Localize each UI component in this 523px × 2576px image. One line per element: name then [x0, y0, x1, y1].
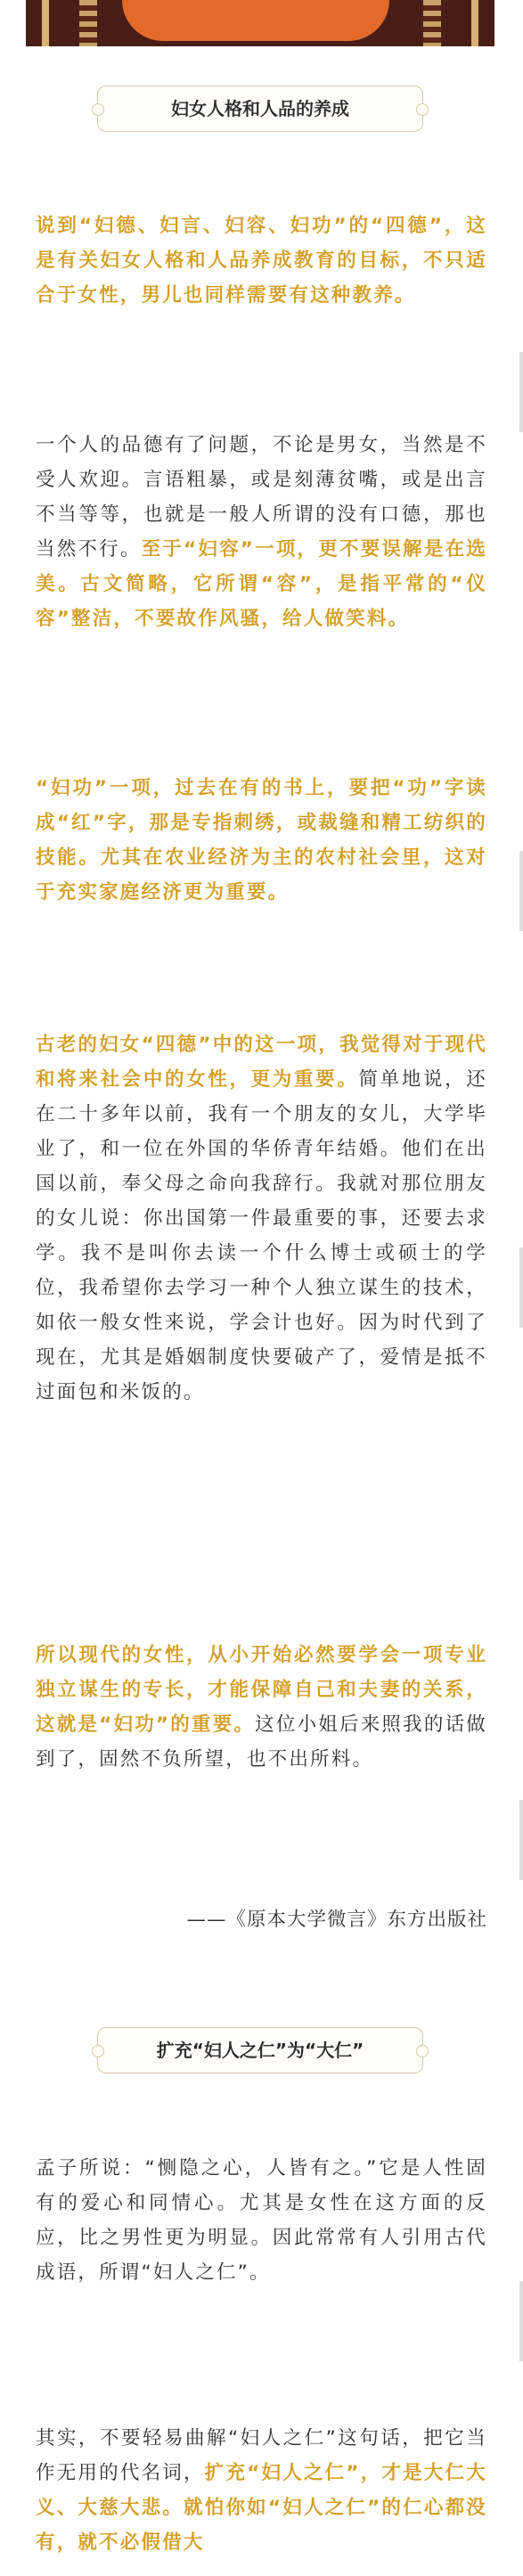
- highlight-text: 至于“妇容”一项，更不要误解是在选美。古文简略，它所谓“容”，是指平常的“仪容”整洁，不要故作风骚，给人做笑料。: [36, 538, 487, 630]
- paragraph: [36, 428, 487, 636]
- orange-robe-shape: [122, 0, 389, 41]
- highlight-text: 古老的妇女“四德”中的这一项，我觉得对于现代和将来社会中的女性，更为重要。: [36, 1034, 487, 1091]
- heading-ornament-left: [92, 2045, 104, 2057]
- paragraph: [36, 2421, 487, 2560]
- ornament-stripe-left: [79, 0, 97, 46]
- paragraph: [36, 771, 487, 910]
- heading-ornament-right: [416, 103, 429, 116]
- section-heading-1: [97, 86, 423, 132]
- scroll-indicator: [519, 1800, 523, 1880]
- header-illustration: [26, 0, 494, 46]
- section-heading-2-text: 扩充“妇人之仁”为“大仁”: [156, 2040, 364, 2061]
- highlight-text: 所以现代的女性，从小开始必然要学会一项专业独立谋生的专长，才能保障自己和夫妻的关系，这就是“妇功”的重要。: [36, 1644, 487, 1736]
- paragraph: [36, 1638, 487, 1777]
- paragraph: [36, 1027, 487, 1410]
- ornament-stripe-right: [423, 0, 441, 46]
- paragraph: [36, 2151, 487, 2290]
- body-text: 简单地说，还在二十多年以前，我有一个朋友的女儿，大学毕业了，和一位在外国的华侨青年结婚。他们在出国以前，奉父母之命向我辞行。我就对那位朋友的女儿说：你出国第一件最重要的事，还要去求学。我不是叫你去读一个什么博士或硕士的学位，我希望你去学习一种个人独立谋生的技术，如依一般女性来说，学会计也好。因为时代到了现在，尤其是婚姻制度快要破产了，爱情是抵不过面包和米饭的。: [36, 1068, 487, 1403]
- scroll-indicator: [519, 851, 523, 931]
- scroll-indicator: [519, 1247, 523, 1328]
- source-citation: ——《原本大学微言》东方出版社: [186, 1909, 487, 1931]
- body-text: 这位小姐后来照我的话做到了，固然不负所望，也不出所料。: [36, 1713, 487, 1770]
- gold-pillar-right: [471, 0, 478, 46]
- gold-pillar-left: [42, 0, 49, 46]
- body-text: 其实，不要轻易曲解“妇人之仁”这句话，把它当作无用的代名词，: [36, 2427, 487, 2484]
- paragraph: [36, 209, 487, 313]
- heading-ornament-left: [92, 103, 104, 116]
- highlight-text: 说到“妇德、妇言、妇容、妇功”的“四德”，这是有关妇女人格和人品养成教育的目标，不只适合于女性，男儿也同样需要有这种教养。: [36, 215, 487, 307]
- scroll-indicator: [519, 2281, 523, 2361]
- section-heading-1-text: 妇女人格和人品的养成: [171, 98, 349, 119]
- scroll-indicator: [519, 352, 523, 432]
- highlight-text: “妇功”一项，过去在有的书上，要把“功”字读成“红”字，那是专指刺绣，或裁缝和精工纺织的技能。尤其在农业经济为主的农村社会里，这对于充实家庭经济更为重要。: [36, 777, 487, 904]
- body-text: 一个人的品德有了问题，不论是男女，当然是不受人欢迎。言语粗暴，或是刻薄贫嘴，或是出言不当等等，也就是一般人所谓的没有口德，那也当然不行。: [36, 434, 487, 560]
- highlight-text: 扩充“妇人之仁”，才是大仁大义、大慈大悲。就怕你如“妇人之仁”的仁心都没有，就不必假借大: [36, 2462, 487, 2554]
- body-text: 孟子所说：“恻隐之心，人皆有之。”它是人性固有的爱心和同情心。尤其是女性在这方面的反应，比之男性更为明显。因此常常有人引用古代成语，所谓“妇人之仁”。: [36, 2157, 487, 2284]
- section-heading-2: [97, 2027, 423, 2073]
- heading-ornament-right: [416, 2045, 429, 2057]
